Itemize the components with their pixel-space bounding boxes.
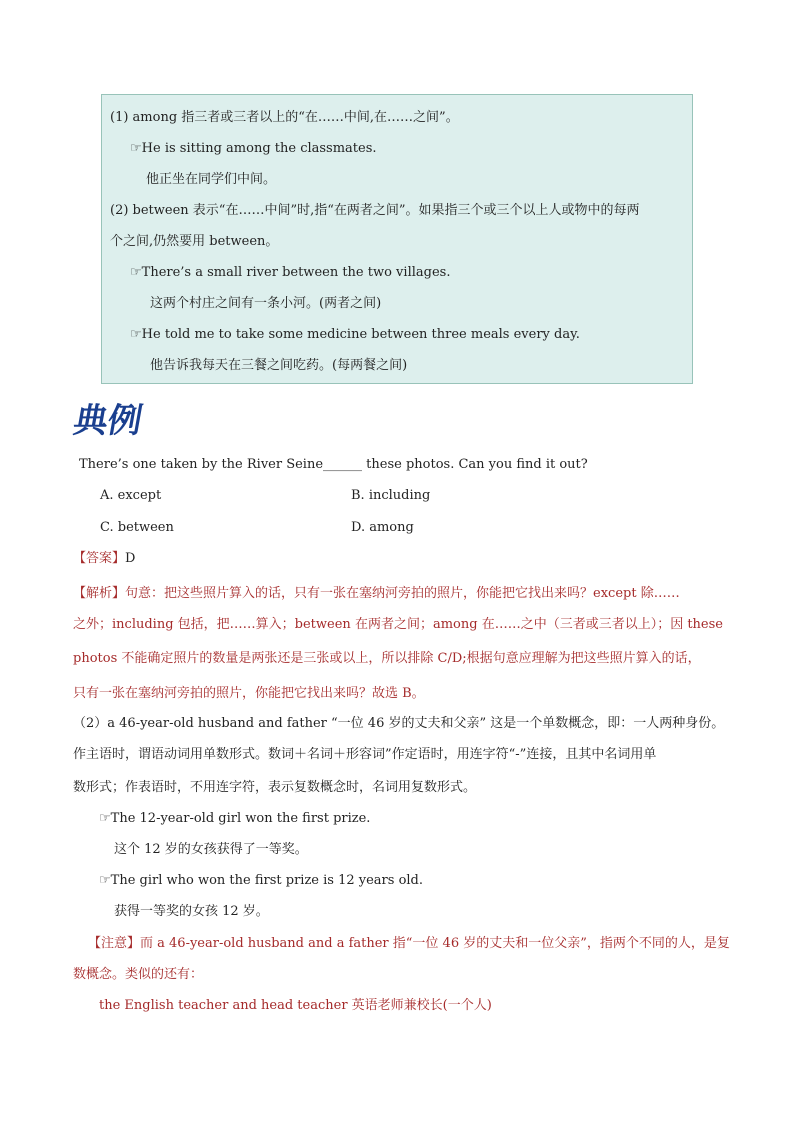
example-among-en: ☞He is sitting among the classmates. [130, 141, 377, 156]
analysis-label: 【解析】 [73, 586, 126, 601]
analysis-term: among [432, 617, 478, 632]
analysis-term: between [294, 617, 351, 632]
answer-value: D [125, 551, 136, 566]
note-line-3: the English teacher and head teacher 英语老师兼校长(一个人) [99, 998, 492, 1013]
rule-between-cont: 个之间,仍然要用 between。 [110, 234, 279, 249]
example-among-zh: 他正坐在同学们中间。 [146, 172, 277, 187]
example-between-zh-2: 他告诉我每天在三餐之间吃药。(每两餐之间) [150, 358, 408, 373]
rule-among: (1) among 指三者或三者以上的“在……中间,在……之间”。 [110, 110, 459, 125]
analysis-text: 包括，把……算入； [173, 617, 295, 632]
analysis-text: 除…… [636, 586, 680, 601]
question-text: There’s one taken by the River Seine______ these photos. Can you find it out? [79, 457, 588, 472]
answer [73, 550, 135, 568]
example-between-en-2: ☞He told me to take some medicine between three meals every day. [130, 327, 580, 342]
analysis-line-4: 只有一张在塞纳河旁拍的照片，你能把它找出来吗？故选 B。 [73, 686, 425, 701]
example-logo-text: 典例 [70, 401, 146, 441]
option-d: D. among [351, 520, 414, 535]
analysis-line-3 [73, 650, 701, 668]
option-a: A. except [100, 488, 162, 503]
section2-line-2: 作主语时，谓语动词用单数形式。数词＋名词＋形容词”作定语时，用连字符“-”连接，且其中名词用单 [73, 747, 657, 762]
analysis-line-2 [73, 616, 723, 634]
analysis-text: 在两者之间； [350, 617, 433, 632]
example-age-en-2: ☞The girl who won the first prize is 12 years old. [99, 873, 424, 888]
example-between-zh-1: 这两个村庄之间有一条小河。(两者之间) [150, 296, 382, 311]
option-b: B. including [351, 488, 431, 503]
note-line-2: 数概念。类似的还有： [73, 967, 204, 982]
analysis-text: 句意：把这些照片算入的话，只有一张在塞纳河旁拍的照片，你能把它找出来吗？ [125, 586, 594, 601]
section2-line-1: （2）a 46-year-old husband and father “一位 46 岁的丈夫和父亲” 这是一个单数概念，即：一人两种身份。 [73, 716, 725, 731]
analysis-line-1 [73, 585, 680, 603]
example-logo [70, 398, 150, 441]
analysis-text: 之外； [73, 617, 113, 632]
analysis-term: photos [73, 651, 118, 666]
analysis-term: except [593, 586, 637, 601]
analysis-term: including [112, 617, 174, 632]
answer-label: 【答案】 [73, 551, 126, 566]
analysis-term: these [687, 617, 723, 632]
note-line-1 [88, 935, 730, 953]
example-age-zh-1: 这个 12 岁的女孩获得了一等奖。 [114, 842, 308, 857]
example-age-zh-2: 获得一等奖的女孩 12 岁。 [114, 904, 269, 919]
example-age-en-1: ☞The 12-year-old girl won the first prize. [99, 811, 371, 826]
analysis-text: 在……之中（三者或三者以上）；因 [477, 617, 688, 632]
example-between-en-1: ☞There’s a small river between the two villages. [130, 265, 451, 280]
rule-between: (2) between 表示“在……中间”时,指“在两者之间”。如果指三个或三个以上人或物中的每两 [110, 203, 640, 218]
note-label: 【注意】 [88, 936, 141, 951]
section2-line-3: 数形式；作表语时，不用连字符，表示复数概念时，名词用复数形式。 [73, 780, 477, 795]
analysis-text: 不能确定照片的数量是两张还是三张或以上，所以排除 C/D;根据句意应理解为把这些照片算入的话， [117, 651, 701, 666]
option-c: C. between [100, 520, 174, 535]
rule-box [101, 94, 693, 384]
note-text: 而 a 46-year-old husband and a father 指“一位 46 岁的丈夫和一位父亲”，指两个不同的人，是复 [140, 936, 730, 951]
